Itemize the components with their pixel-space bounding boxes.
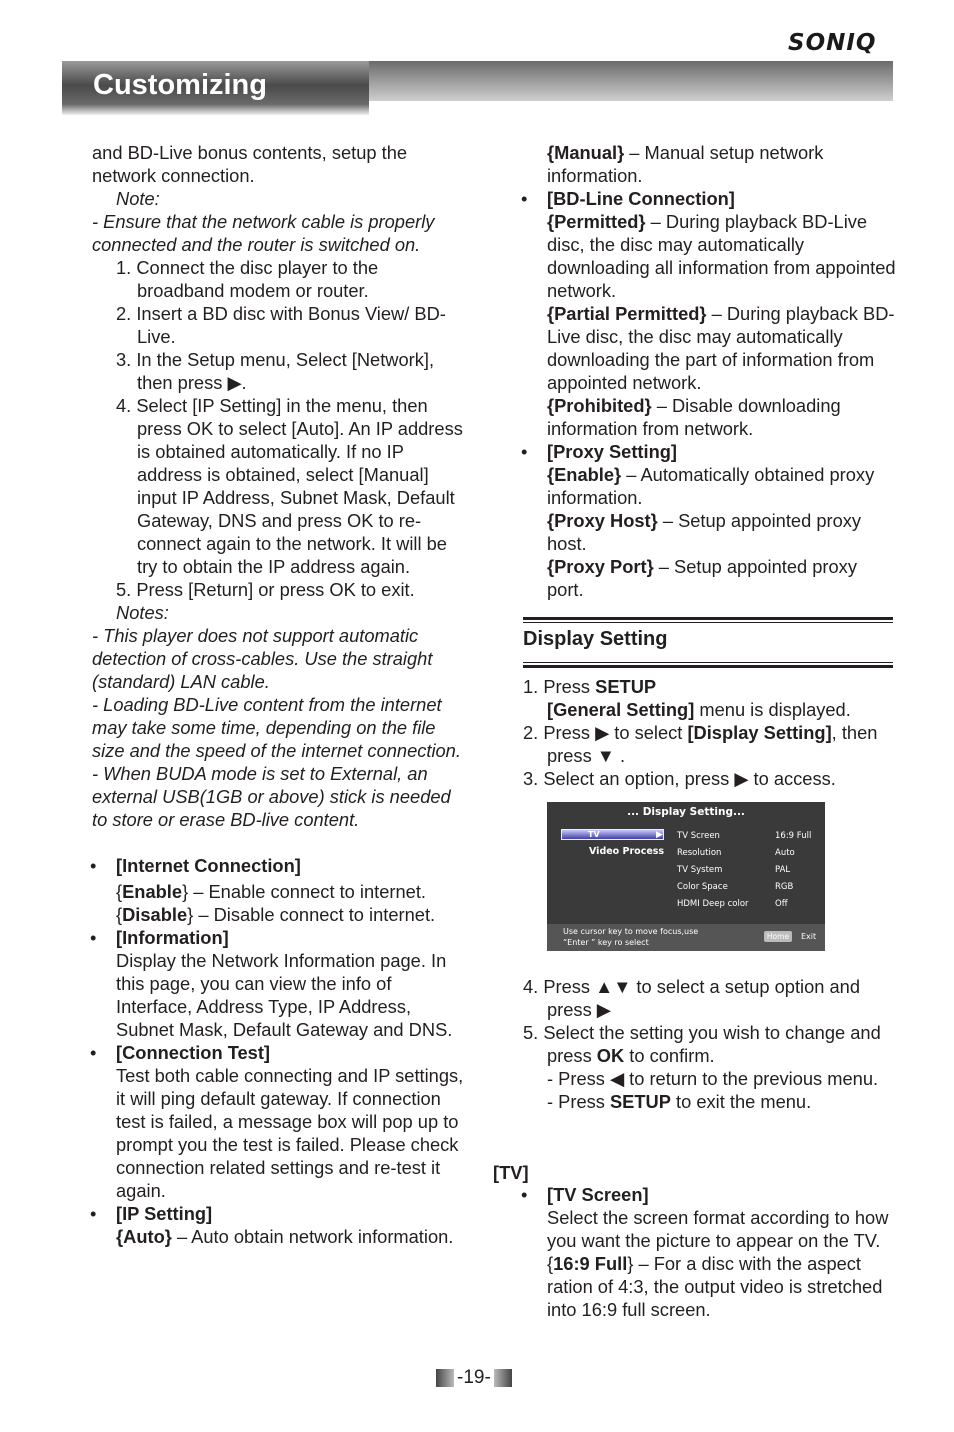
proxy-host-key: {Proxy Host} bbox=[547, 510, 658, 531]
page-number-block-right bbox=[494, 1369, 512, 1387]
menu-hint: Use cursor key to move focus,use “Enter ” key ro select bbox=[563, 927, 699, 947]
section-rule-bottom bbox=[523, 662, 893, 668]
menu-item-tv: TV bbox=[561, 829, 664, 840]
partial-text: – During playback BD-Live disc, the disc may automatically downloading the part of information from appointed network. bbox=[547, 303, 895, 393]
tv-screen-text: Select the screen format according to how you want the picture to appear on the TV. bbox=[547, 1207, 889, 1251]
note-label: Note: bbox=[116, 188, 160, 209]
menu-exit-label: Exit bbox=[801, 932, 817, 941]
menu-home-button: Home bbox=[764, 931, 792, 942]
display-setting-menu-screenshot bbox=[547, 802, 825, 951]
conn-text: Test both cable connecting and IP settings, it will ping default gateway. If connection test is failed, a message box will pop up to prompt you the test is failed. Please check connection related settings and re-test it again. bbox=[116, 1065, 464, 1201]
bullet-ip-setting: • [IP Setting] {Auto} – Auto obtain network information. bbox=[90, 1203, 454, 1247]
step-5: 5. Select the setting you wish to change and press OK to confirm. bbox=[523, 1022, 881, 1066]
permitted-key: {Permitted} bbox=[547, 211, 646, 232]
manual-key: {Manual} bbox=[547, 142, 625, 163]
prohibited-text: – Disable downloading information from network. bbox=[547, 395, 841, 439]
full-text: } – For a disc with the aspect ration of 4:3, the output video is stretched into 16:9 full screen. bbox=[547, 1253, 883, 1320]
full-key: 16:9 Full bbox=[553, 1253, 628, 1274]
bdline-heading: [BD-Line Connection] bbox=[547, 188, 735, 209]
step-item: 2. Insert a BD disc with Bonus View/ BD-Live. bbox=[116, 303, 446, 347]
page-number: -19- bbox=[436, 1367, 512, 1389]
menu-arrow-icon: ▶ bbox=[656, 830, 663, 840]
menu-option: Color Space bbox=[677, 882, 728, 892]
page-title: Customizing bbox=[93, 69, 267, 101]
tv-screen-heading: [TV Screen] bbox=[547, 1184, 649, 1205]
enable-text: } – Enable connect to internet. bbox=[182, 881, 426, 902]
info-text: Display the Network Information page. In this page, you can view the info of Interface, Address Type, IP Address, Subnet Mask, Default Gateway and DNS. bbox=[116, 950, 453, 1040]
note-text: - Ensure that the network cable is properly connected and the router is switched on. bbox=[92, 211, 435, 255]
bullet-information: • [Information] Display the Network Information page. In this page, you can view the info of Interface, Address Type, IP Address, Subnet Mask, Default Gateway and DNS. bbox=[92, 926, 467, 1041]
note-item: - This player does not support automatic detection of cross-cables. Use the straight (standard) LAN cable. bbox=[92, 625, 433, 692]
step-1: 1. Press SETUP bbox=[523, 676, 657, 697]
ip-heading: [IP Setting] bbox=[116, 1203, 213, 1224]
menu-value: RGB bbox=[775, 882, 794, 892]
step-3: 3. Select an option, press ▶ to access. bbox=[523, 768, 836, 789]
page-number-block-left bbox=[436, 1369, 454, 1387]
permitted-text: – During playback BD-Live disc, the disc may automatically downloading all information from appointed network. bbox=[547, 211, 896, 301]
display-steps bbox=[523, 675, 898, 790]
intro-text: and BD-Live bonus contents, setup the network connection. bbox=[92, 142, 408, 186]
step-2: 2. Press ▶ to select [Display Setting], then press ▼ . bbox=[523, 722, 878, 766]
manual-text: – Manual setup network information. bbox=[547, 142, 824, 186]
proxy-port-key: {Proxy Port} bbox=[547, 556, 654, 577]
step-item: 4. Select [IP Setting] in the menu, then press OK to select [Auto]. An IP address is obtained automatically. If no IP address is obtained, select [Manual] input IP Address, Subnet Mask, Default Gateway, DNS and press OK to re-connect again to the network. It will be try to obtain the IP address again. bbox=[116, 395, 463, 577]
menu-option: Resolution bbox=[677, 848, 722, 858]
section-rule-top bbox=[523, 617, 893, 623]
conn-heading: [Connection Test] bbox=[116, 1042, 271, 1063]
disable-key: Disable bbox=[122, 904, 188, 925]
menu-value: 16:9 Full bbox=[775, 831, 812, 841]
display-setting-title: Display Setting bbox=[523, 628, 668, 650]
tv-heading: [TV] bbox=[493, 1162, 529, 1183]
bullet-connection-test: • [Connection Test] Test both cable connecting and IP settings, it will ping default gateway. If connection test is failed, a message box will pop up to prompt you the test is failed. Please check connection related settings and re-test it again. bbox=[92, 1041, 467, 1202]
step-5-exit: - Press SETUP to exit the menu. bbox=[547, 1091, 812, 1112]
proxy-enable-key: {Enable} bbox=[547, 464, 622, 485]
menu-options bbox=[677, 828, 749, 913]
proxy-heading: [Proxy Setting] bbox=[547, 441, 678, 462]
brand-logo: SONIQ bbox=[788, 30, 877, 56]
prohibited-key: {Prohibited} bbox=[547, 395, 652, 416]
notes-label: Notes: bbox=[116, 602, 169, 623]
note-item: - When BUDA mode is set to External, an external USB(1GB or above) stick is needed to store or erase BD-live content. bbox=[92, 763, 451, 830]
menu-values bbox=[775, 828, 811, 913]
step-4: 4. Press ▲▼ to select a setup option and press ▶ bbox=[523, 976, 860, 1020]
internet-heading: [Internet Connection] bbox=[116, 855, 301, 876]
auto-key: {Auto} bbox=[116, 1226, 172, 1247]
step-5-back: - Press ◀ to return to the previous menu. bbox=[547, 1068, 879, 1089]
bullet-tv-screen: • [TV Screen] Select the screen format according to how you want the picture to appear on the TV. {16:9 Full} – For a disc with the aspect ration of 4:3, the output video is stretched into 16:9 full screen. bbox=[523, 1183, 898, 1321]
menu-value: PAL bbox=[775, 865, 791, 875]
info-heading: [Information] bbox=[116, 927, 229, 948]
menu-value: Auto bbox=[775, 848, 795, 858]
disable-text: } – Disable connect to internet. bbox=[187, 904, 436, 925]
right-column bbox=[523, 141, 898, 601]
tv-section bbox=[523, 1183, 898, 1321]
step-item: 5. Press [Return] or press OK to exit. bbox=[116, 579, 415, 600]
bullet-bdline: • [BD-Line Connection] {Permitted} – During playback BD-Live disc, the disc may automatically downloading all information from appointed network. {Partial Permitted} – During playback BD-Live disc, the disc may automatically downloading the part of information from appointed network. {Prohibited} – Disable downloading information from network. bbox=[521, 188, 896, 439]
step-item: 3. In the Setup menu, Select [Network], then press ▶. bbox=[116, 349, 435, 393]
display-steps-continued bbox=[523, 975, 898, 1113]
bullet-proxy: • [Proxy Setting] {Enable} – Automatically obtained proxy information. {Proxy Host} – Setup appointed proxy host. {Proxy Port} – Setup appointed proxy port. bbox=[521, 441, 875, 600]
proxy-port-text: – Setup appointed proxy port. bbox=[547, 556, 857, 600]
menu-option: HDMI Deep color bbox=[677, 899, 749, 909]
partial-key: {Partial Permitted} bbox=[547, 303, 707, 324]
menu-title: ... Display Setting... bbox=[627, 806, 745, 818]
step-item: 1. Connect the disc player to the broadband modem or router. bbox=[116, 257, 379, 301]
proxy-host-text: – Setup appointed proxy host. bbox=[547, 510, 862, 554]
menu-option: TV System bbox=[677, 865, 723, 875]
menu-footer bbox=[547, 924, 825, 951]
menu-option: TV Screen bbox=[677, 831, 720, 841]
left-column bbox=[92, 141, 467, 1248]
bullet-internet: • [Internet Connection] {Enable} – Enable connect to internet. {Disable} – Disable connect to internet. bbox=[90, 855, 436, 925]
menu-item-video-process: Video Process bbox=[589, 846, 665, 857]
note-item: - Loading BD-Live content from the internet may take some time, depending on the file size and the speed of the internet connection. bbox=[92, 694, 461, 761]
menu-value: Off bbox=[775, 899, 788, 909]
proxy-enable-text: – Automatically obtained proxy information. bbox=[547, 464, 875, 508]
manual-block bbox=[523, 141, 898, 187]
step-1-detail: [General Setting] menu is displayed. bbox=[547, 699, 851, 720]
auto-text: – Auto obtain network information. bbox=[171, 1226, 454, 1247]
enable-key: Enable bbox=[122, 881, 183, 902]
